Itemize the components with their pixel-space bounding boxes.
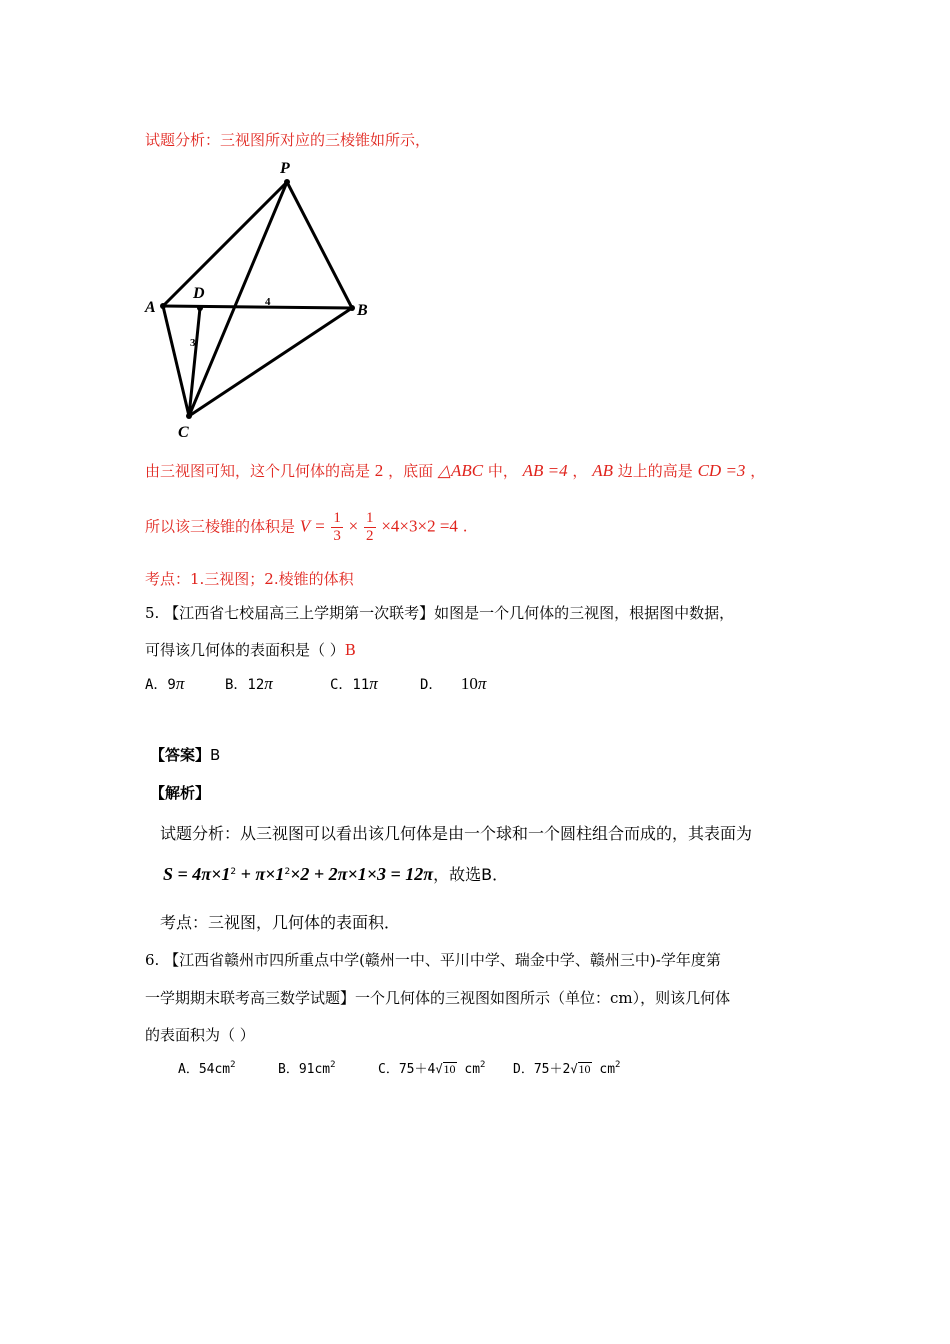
- kaodian-1: 考点：1.三视图；2.棱锥的体积: [145, 570, 354, 588]
- q5-formula: $S = 4\pi\times 1^2 + \pi\times 1^2\times 2 + 2\pi\times 1\times 3 = 12\pi$，故选B．: [163, 864, 509, 884]
- analysis-line-b: 所以该三棱锥的体积是 V = $\frac{1}{3}$ × $\frac{1}{2}$ ×4×3×2 =4 .: [145, 510, 468, 544]
- fraction-one-half: $\frac{1}{2}$: [366, 510, 374, 544]
- q5-line2: 可得该几何体的表面积是（ ）B: [145, 641, 356, 659]
- q5-line1: 5. 【江西省七校届高三上学期第一次联考】如图是一个几何体的三视图，根据图中数据，: [145, 604, 735, 622]
- vertex-label-c: C: [178, 424, 189, 441]
- fraction-one-third: $\frac{1}{3}$: [333, 510, 341, 544]
- q6-line3: 的表面积为（ ）: [145, 1026, 255, 1044]
- q5-option-c: C．11π: [330, 674, 378, 693]
- q5-analysis: 试题分析：从三视图可以看出该几何体是由一个球和一个圆柱组合而成的，其表面为: [160, 824, 753, 843]
- q5-jiexi-heading: 【解析】: [150, 784, 211, 802]
- vertex-label-p: P: [280, 160, 290, 177]
- q6-line1: 6. 【江西省赣州市四所重点中学(赣州一中、平川中学、瑞金中学、赣州三中)-学年度第: [145, 951, 721, 969]
- q5-answer: 【答案】B: [150, 746, 221, 764]
- q5-option-a: A．9π: [145, 674, 185, 693]
- q5-option-d: D． 10π: [420, 674, 487, 693]
- q6-option-b: B．$91cm^2$: [278, 1060, 336, 1077]
- vertex-label-a: A: [145, 299, 156, 316]
- vertex-label-d: D: [193, 285, 205, 302]
- edge-label-4: 4: [265, 296, 271, 308]
- triangular-pyramid-diagram: [140, 158, 380, 443]
- q5-inline-answer: B: [344, 641, 356, 659]
- q5-kaodian: 考点：三视图，几何体的表面积．: [160, 913, 401, 932]
- q6-option-c: C．75＋4√10 $cm^2$: [378, 1060, 486, 1077]
- analysis-intro: 试题分析：三视图所对应的三棱锥如所示，: [145, 131, 431, 149]
- vertex-label-b: B: [357, 302, 368, 319]
- q6-line2: 一学期期末联考高三数学试题】一个几何体的三视图如图所示（单位：cm），则该几何体: [145, 989, 731, 1007]
- q5-option-b: B．12π: [225, 674, 273, 693]
- analysis-line-a: 由三视图可知，这个几何体的高是 2 ，底面 △ABC 中， AB =4 ， AB 边上的高是 CD =3 ，: [145, 461, 766, 480]
- q6-option-d: D．75＋2√10 $cm^2$: [513, 1060, 621, 1077]
- edge-label-3: 3: [190, 337, 196, 349]
- q6-option-a: A．$54cm^2$: [178, 1060, 236, 1077]
